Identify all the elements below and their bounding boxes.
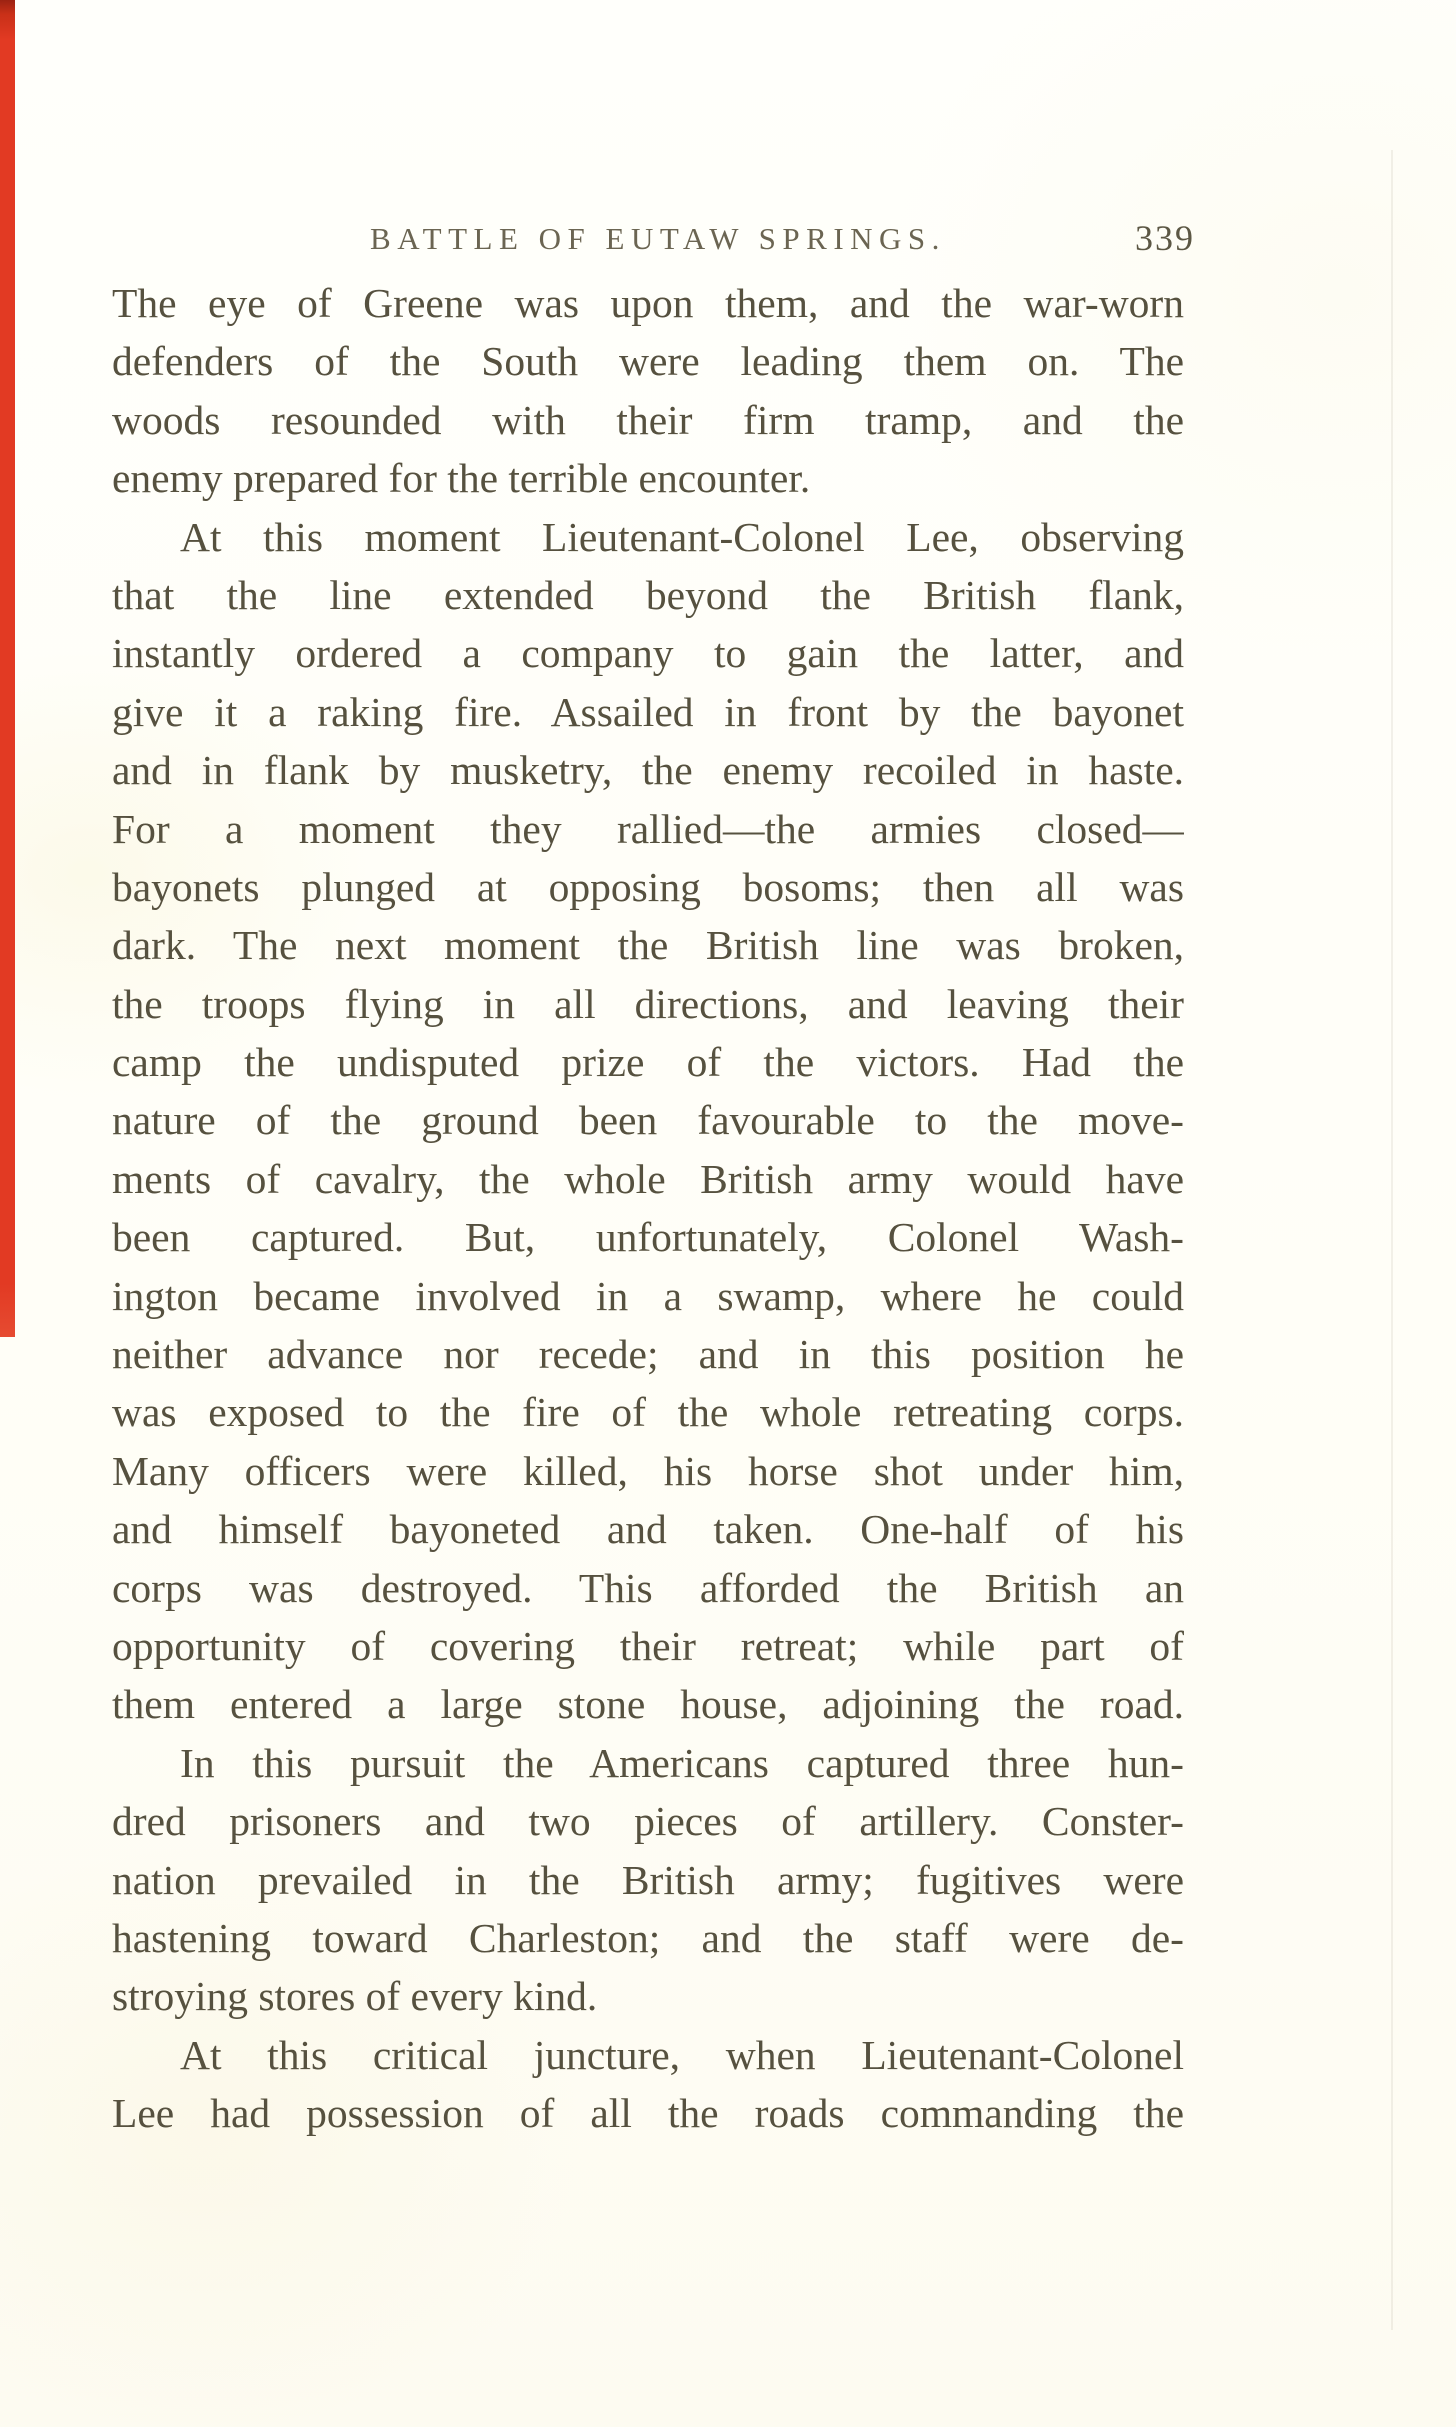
text-line: hastening toward Charleston; and the staff were de- (112, 1914, 1184, 1961)
text-line: woods resounded with their firm tramp, and the (112, 396, 1184, 443)
text-line: enemy prepared for the terrible encounter. (112, 455, 811, 502)
text-line: camp the undisputed prize of the victors. Had the (112, 1039, 1184, 1086)
text-line: was exposed to the fire of the whole retreating corps. (112, 1389, 1184, 1436)
text-block (112, 274, 1184, 2143)
text-line: nation prevailed in the British army; fugitives were (112, 1856, 1184, 1903)
running-header (113, 218, 1195, 266)
text-line: In this pursuit the Americans captured three hun- (180, 1739, 1184, 1786)
text-line: them entered a large stone house, adjoining the road. (112, 1681, 1184, 1728)
text-line: instantly ordered a company to gain the latter, and (112, 630, 1184, 677)
text-line: give it a raking fire. Assailed in front by the bayonet (112, 688, 1184, 735)
text-line: that the line extended beyond the British flank, (112, 571, 1184, 618)
text-line: dred prisoners and two pieces of artillery. Conster- (112, 1798, 1184, 1845)
text-line: dark. The next moment the British line was broken, (112, 922, 1184, 969)
text-line: The eye of Greene was upon them, and the war-worn (112, 280, 1184, 326)
text-line: ments of cavalry, the whole British army would have (112, 1155, 1184, 1202)
text-line: stroying stores of every kind. (112, 1973, 598, 2020)
text-line: the troops flying in all directions, and leaving their (112, 980, 1184, 1027)
text-line: At this moment Lieutenant-Colonel Lee, observing (180, 513, 1184, 560)
text-line: defenders of the South were leading them on. The (112, 338, 1184, 385)
text-line: For a moment they rallied—the armies closed— (112, 805, 1184, 852)
text-line: Lee had possession of all the roads commanding the (112, 2090, 1184, 2137)
text-line: opportunity of covering their retreat; while part of (112, 1622, 1184, 1669)
text-line: nature of the ground been favourable to the move- (112, 1097, 1184, 1144)
header-title: BATTLE OF EUTAW SPRINGS. (370, 221, 946, 256)
text-line: been captured. But, unfortunately, Colonel Wash- (112, 1214, 1184, 1261)
red-edge-stripe (0, 0, 15, 1337)
text-line: Many officers were killed, his horse shot under him, (112, 1447, 1184, 1494)
text-line: and himself bayoneted and taken. One-half of his (112, 1506, 1184, 1553)
text-line: At this critical juncture, when Lieutenant-Colonel (180, 2031, 1184, 2078)
page-edge-shadow (1391, 150, 1393, 2330)
page-number: 339 (1135, 218, 1195, 258)
text-line: bayonets plunged at opposing bosoms; then all was (112, 863, 1184, 910)
text-line: corps was destroyed. This afforded the British an (112, 1564, 1184, 1611)
text-line: neither advance nor recede; and in this position he (112, 1331, 1184, 1378)
text-line: ington became involved in a swamp, where he could (112, 1272, 1184, 1319)
text-line: and in flank by musketry, the enemy recoiled in haste. (112, 747, 1184, 794)
